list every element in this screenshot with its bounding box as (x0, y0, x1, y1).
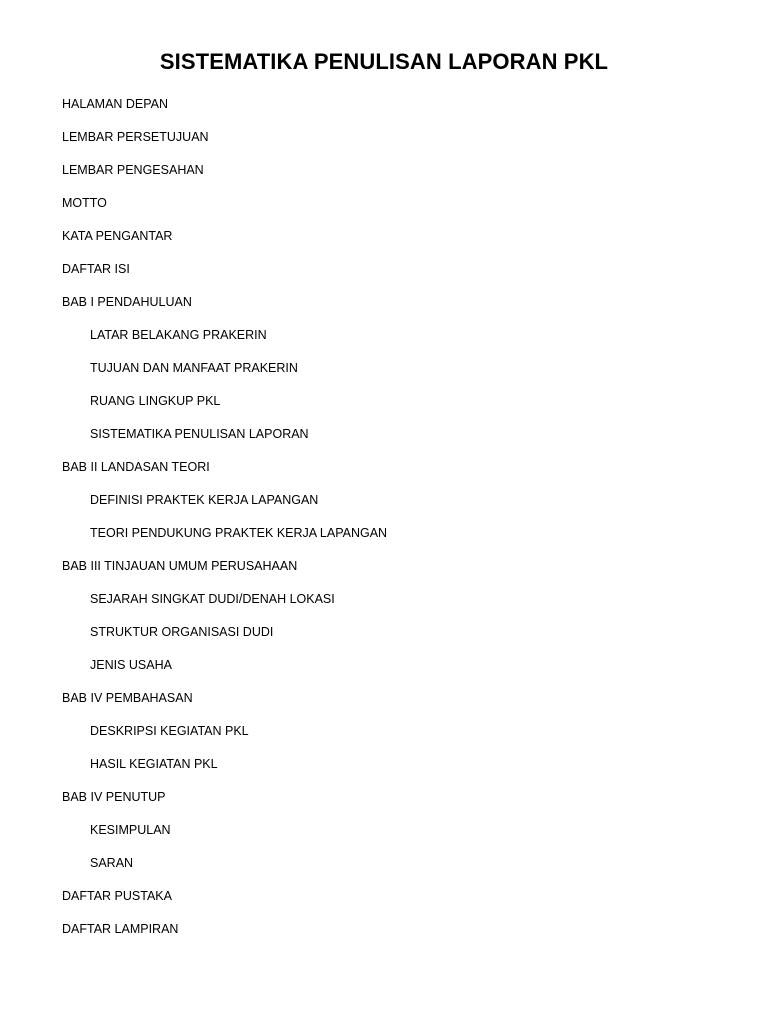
outline-item: KATA PENGANTAR (62, 229, 173, 243)
outline-subitem: SEJARAH SINGKAT DUDI/DENAH LOKASI (90, 592, 335, 606)
outline-item: LEMBAR PERSETUJUAN (62, 130, 209, 144)
outline-item: BAB IV PENUTUP (62, 790, 166, 804)
outline-item: DAFTAR LAMPIRAN (62, 922, 179, 936)
outline-subitem: SARAN (90, 856, 134, 870)
outline-subitem: LATAR BELAKANG PRAKERIN (90, 328, 267, 342)
outline-subitem: TUJUAN DAN MANFAAT PRAKERIN (90, 361, 298, 375)
outline-item: DAFTAR PUSTAKA (62, 889, 172, 903)
outline-subitem: DESKRIPSI KEGIATAN PKL (90, 724, 249, 738)
outline-subitem: HASIL KEGIATAN PKL (90, 757, 218, 771)
outline-subitem: KESIMPULAN (90, 823, 171, 837)
outline-subitem: SISTEMATIKA PENULISAN LAPORAN (90, 427, 309, 441)
outline-item: BAB IV PEMBAHASAN (62, 691, 193, 705)
outline-item: BAB II LANDASAN TEORI (62, 460, 210, 474)
outline-subitem: STRUKTUR ORGANISASI DUDI (90, 625, 274, 639)
outline-subitem: RUANG LINGKUP PKL (90, 394, 221, 408)
outline-item: DAFTAR ISI (62, 262, 130, 276)
outline-item: LEMBAR PENGESAHAN (62, 163, 204, 177)
outline-list (62, 92, 387, 950)
outline-subitem: JENIS USAHA (90, 658, 172, 672)
outline-item: BAB III TINJAUAN UMUM PERUSAHAAN (62, 559, 298, 573)
outline-subitem: TEORI PENDUKUNG PRAKTEK KERJA LAPANGAN (90, 526, 388, 540)
outline-item: HALAMAN DEPAN (62, 97, 169, 111)
outline-item: MOTTO (62, 196, 107, 210)
outline-subitem: DEFINISI PRAKTEK KERJA LAPANGAN (90, 493, 319, 507)
outline-item: BAB I PENDAHULUAN (62, 295, 192, 309)
document-title: SISTEMATIKA PENULISAN LAPORAN PKL (159, 49, 609, 74)
